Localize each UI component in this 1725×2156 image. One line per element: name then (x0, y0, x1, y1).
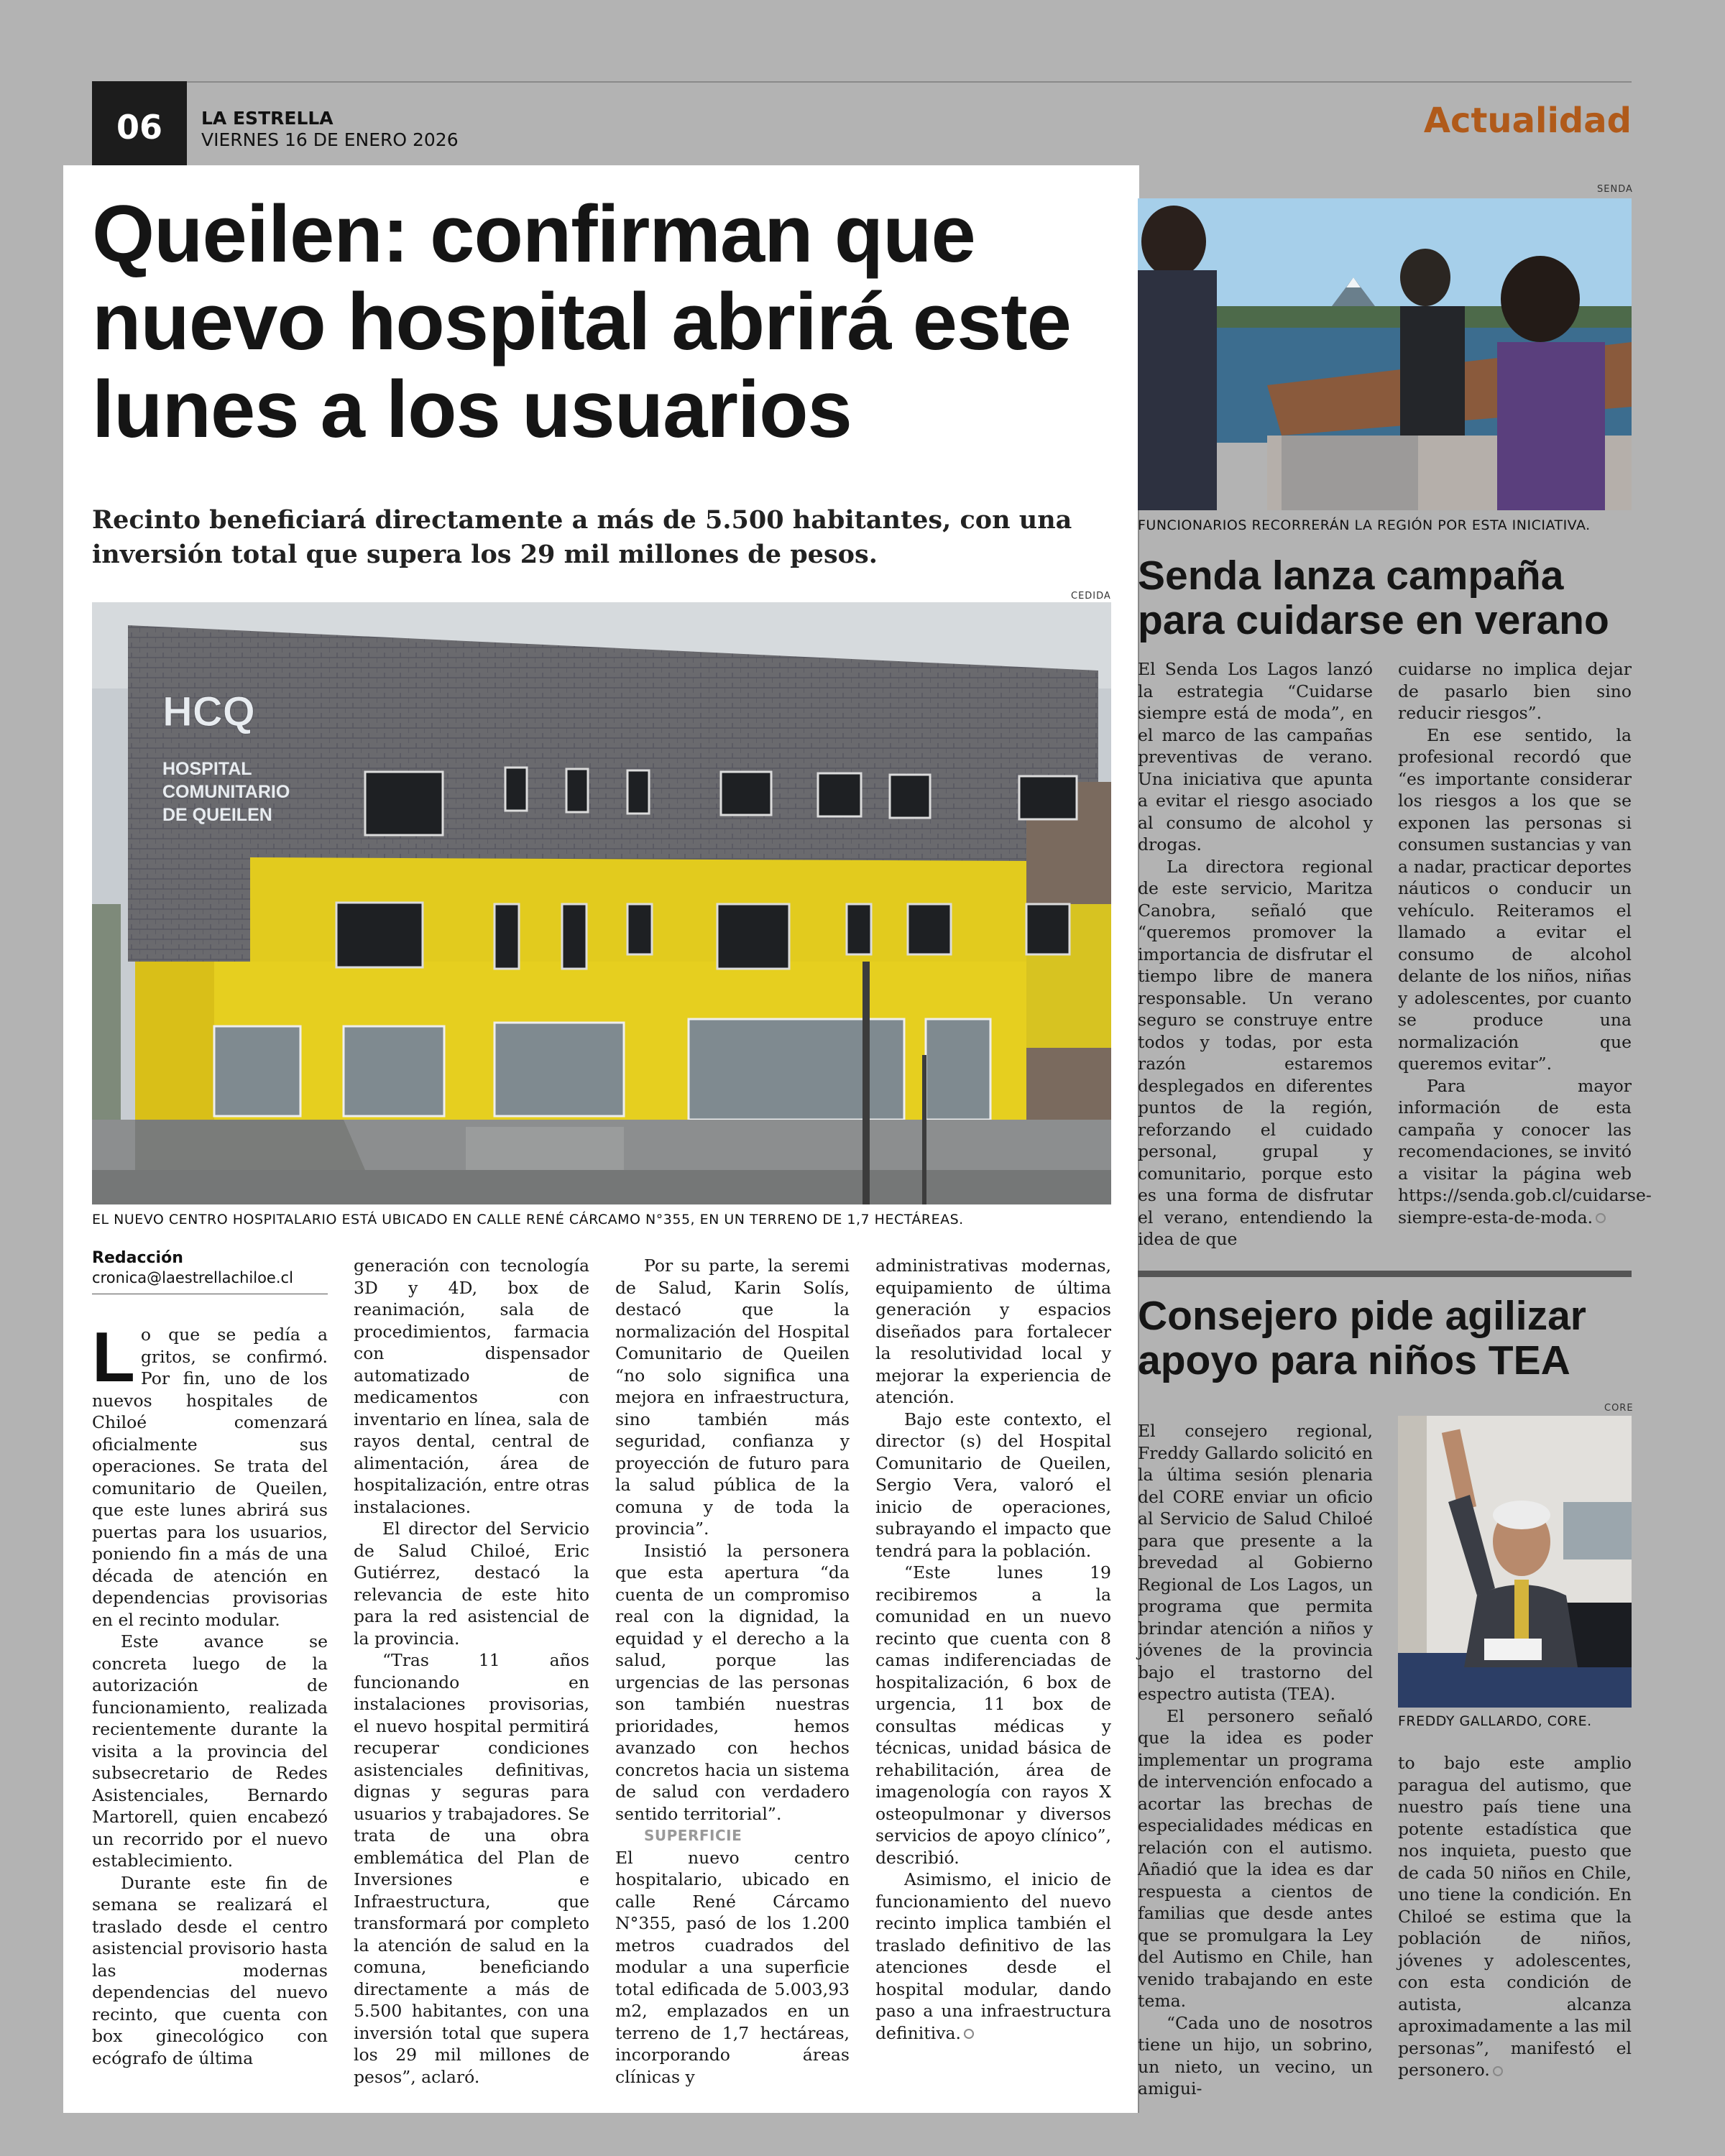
subhead-superficie: SUPERFICIE (644, 1827, 742, 1844)
main-deck: Recinto beneficiará directamente a más de 5.500 habitantes, con una inversión total que supera los 29 mil millones de pesos. (92, 505, 1072, 569)
senda-column-2 (1398, 658, 1652, 1228)
consejero-headline: Consejero pide agilizar apoyo para niños TEA (1138, 1293, 1586, 1383)
senda-colB-paragraph-3: Para mayor información de esta campaña y conocer las recomendaciones, se invitó a visitar la página web https://senda.gob.cl/cuidarse-siempre-esta-de-moda. (1398, 1075, 1652, 1227)
col4-paragraph-2: Bajo este contexto, el director (s) del Hospital Comunitario de Queilen, Sergio Vera, valoró el inicio de operaciones, subrayando el impacto que tendrá para la población. (875, 1409, 1111, 1561)
senda-colA-paragraph-2: La directora regional de este servicio, Maritza Canobra, señaló que “queremos promover la importancia de disfrutar el tiempo libre de manera responsable. Un verano seguro se construye entre todos y todas, por esta razón estaremos desplegados en diferentes puntos de la región, reforzando el cuidado personal, grupal y comunitario, porque esto es una forma de disfrutar el verano, entendiendo la idea de que (1138, 856, 1373, 1249)
dropcap: L (92, 1317, 135, 1396)
hospital-photo (92, 602, 1111, 1204)
col1-paragraph-1: o que se pedía a gritos, se confirmó. Por fin, uno de los nuevos hospitales de Chiloé comenzará oficialmente sus operaciones. Se trata del comunitario de Queilen, que este lunes abrirá sus puertas para los usuarios, poniendo fin a más de una década de atención en dependencias provisorias en el recinto modular. (92, 1325, 328, 1630)
col2-paragraph-2: El director del Servicio de Salud Chiloé, Eric Gutiérrez, destacó la relevancia de este hito para la red asistencial de la provincia. (354, 1519, 589, 1649)
consejero-end-mark-icon (1493, 2066, 1503, 2076)
paper-name: LA ESTRELLA (201, 108, 334, 129)
senda-photo (1138, 198, 1632, 510)
senda-photo-caption: FUNCIONARIOS RECORRERÁN LA REGIÓN POR ESTA INICIATIVA. (1138, 517, 1591, 533)
consejero-colB-paragraph-1: to bajo este amplio paragua del autismo, que nuestro país tiene una potente estadística que nos inquieta, puesto que de cada 50 niños en Chile, uno tiene la condición. En Chiloé se estima que la población de niños, jóvenes y adolescentes, con esta condición de autista, alcanza aproximadamente a las mil personas”, manifestó el personero. (1398, 1753, 1632, 2080)
col4-paragraph-4: Asimismo, el inicio de funcionamiento del nuevo recinto implica también el traslado definitivo de las atenciones desde el hospital modular, dando paso a una infraestructura definitiva. (875, 1869, 1111, 2043)
consejero-colA-paragraph-2: El personero señaló que la idea es poder implementar un programa de intervención enfocado a acortar las brechas de especialidades médicas en relación con el autismo. Añadió que la idea es dar respuesta a cientos de familias que desde antes que se promulgara la Ley del Autismo en Chile, han venido trabajando en este tema. (1138, 1705, 1373, 2011)
col3-paragraph-2: Insistió la personera que esta apertura “da cuenta de un compromiso real con la dignidad, la equidad y el derecho a la salud, porque las urgencias de las personas son también nuestras prioridades, hemos avanzado con hechos concretos hacia un sistema de salud con verdadero sentido territorial”. (615, 1540, 850, 1824)
hospital-illustration (92, 602, 1111, 1204)
main-photo-credit: CEDIDA (1071, 591, 1111, 602)
consejero-photo-caption: FREDDY GALLARDO, CORE. (1398, 1713, 1592, 1729)
senda-colB-paragraph-1: cuidarse no implica dejar de pasarlo bien sino reducir riesgos”. (1398, 659, 1632, 723)
col4-paragraph-1: administrativas modernas, equipamiento de última generación y espacios diseñados para fortalecer la resolutividad local y mejorar la experiencia de atención. (875, 1256, 1111, 1407)
end-mark-icon (964, 2029, 974, 2039)
main-headline: Queilen: confirman que nuevo hospital abrirá este lunes a los usuarios (92, 189, 1071, 454)
sidebar-story-rule (1138, 1271, 1632, 1277)
page-number: 06 (92, 81, 187, 173)
consejero-illustration (1398, 1416, 1632, 1708)
col3-paragraph-3: El nuevo centro hospitalario, ubicado en calle René Cárcamo N°355, pasó de los 1.200 metros cuadrados del modular a una superficie total edificada de 5.003,93 m2, emplazados en un terreno de 1,7 hectáreas, incorporando áreas clínicas y (615, 1847, 850, 2087)
header-rule (92, 81, 1632, 83)
consejero-column-2 (1398, 1752, 1632, 2081)
col2-paragraph-3: “Tras 11 años funcionando en instalaciones provisorias, el nuevo hospital permitirá recuperar condiciones asistenciales definitivas, dignas y seguras para usuarios y trabajadores. Se trata de una obra emblemática del Plan de Inversiones e Infraestructura, que transformará por completo la atención de salud en la comuna, beneficiando directamente a más de 5.500 habitantes, con una inversión total que supera los 29 mil millones de pesos”, aclaró. (354, 1650, 589, 2087)
senda-column-1 (1138, 658, 1373, 1250)
consejero-colA-paragraph-1: El consejero regional, Freddy Gallardo solicitó en la última sesión plenaria del CORE enviar un oficio al Servicio de Salud Chiloé para que presente a la brevedad al Gobierno Regional de Los Lagos, un programa que permita brindar atención a niños y jóvenes de la provincia bajo el trastorno del espectro autista (TEA). (1138, 1421, 1373, 1704)
hospital-sign-line1: HOSPITAL (162, 759, 252, 779)
senda-colB-paragraph-2: En ese sentido, la profesional recordó que “es importante considerar los riesgos a los que se exponen las personas si consumen sustancias y van a nadar, practicar deportes náuticos o conducir un vehículo. Reiteramos el llamado a evitar el consumo de alcohol delante de los niños, niñas y adolescentes, por cuanto se produce una normalización que queremos evitar”. (1398, 724, 1632, 1074)
consejero-photo-credit: CORE (1604, 1403, 1634, 1414)
main-column-1 (92, 1317, 328, 2069)
col3-paragraph-1: Por su parte, la seremi de Salud, Karin Solís, destacó que la normalización del Hospital Comunitario de Queilen “no solo significa una mejora en infraestructura, sino también más seguridad, confianza y proyección de futuro para la salud pública de la comuna y de toda la provincia”. (615, 1256, 850, 1539)
col1-paragraph-2: Este avance se concreta luego de la autorización de funcionamiento, realizada recientemente durante la visita a la provincia del subsecretario de Redes Asistenciales, Bernardo Martorell, quien encabezó un recorrido por el nuevo establecimiento. (92, 1631, 328, 1871)
col4-paragraph-3: “Este lunes 19 recibiremos a la comunidad en un nuevo recinto que cuenta con 8 camas indiferenciadas de hospitalización, 6 box de urgencia, 11 box de consultas médicas y técnicas, unidad básica de rehabilitación, área de imagenología con rayos X osteopulmonar y diversos servicios de apoyo clínico”, describió. (875, 1562, 1111, 1868)
byline-email: cronica@laestrellachiloe.cl (92, 1269, 293, 1286)
section-title: Actualidad (1423, 101, 1632, 141)
main-column-2 (354, 1255, 589, 2088)
senda-photo-credit: SENDA (1597, 184, 1633, 195)
issue-date: VIERNES 16 DE ENERO 2026 (201, 129, 459, 150)
byline-name: Redacción (92, 1249, 183, 1267)
main-photo-caption: EL NUEVO CENTRO HOSPITALARIO ESTÁ UBICADO EN CALLE RENÉ CÁRCAMO N°355, EN UN TERRENO DE 1,7 HECTÁREAS. (92, 1212, 964, 1227)
col1-paragraph-3: Durante este fin de semana se realizará el traslado desde el centro asistencial provisorio hasta las modernas dependencias del nuevo recinto, que cuenta con box ginecológico con ecógrafo de última (92, 1872, 328, 2068)
main-column-3 (615, 1255, 850, 2088)
hospital-sign-line3: DE QUEILEN (162, 805, 272, 825)
consejero-photo (1398, 1416, 1632, 1708)
hospital-sign-line2: COMUNITARIO (162, 782, 290, 802)
consejero-colA-paragraph-3: “Cada uno de nosotros tiene un hijo, un sobrino, un nieto, un vecino, un amigui- (1138, 2012, 1373, 2099)
main-column-4 (875, 1255, 1111, 2044)
hospital-sign-logo: HCQ (162, 688, 255, 735)
senda-headline: Senda lanza campaña para cuidarse en verano (1138, 553, 1609, 643)
consejero-column-1 (1138, 1420, 1373, 2100)
senda-colA-paragraph-1: El Senda Los Lagos lanzó la estrategia “Cuidarse siempre está de moda”, en el marco de las campañas preventivas de verano. Una iniciativa que apunta a evitar el riesgo asociado al consumo de alcohol y drogas. (1138, 659, 1373, 854)
senda-end-mark-icon (1596, 1213, 1606, 1223)
senda-illustration (1138, 198, 1632, 510)
col2-paragraph-1: generación con tecnología 3D y 4D, box de reanimación, sala de procedimientos, farmacia con dispensador automatizado de medicamentos con inventario en línea, sala de rayos dental, central de alimentación, área de hospitalización, entre otras instalaciones. (354, 1256, 589, 1517)
